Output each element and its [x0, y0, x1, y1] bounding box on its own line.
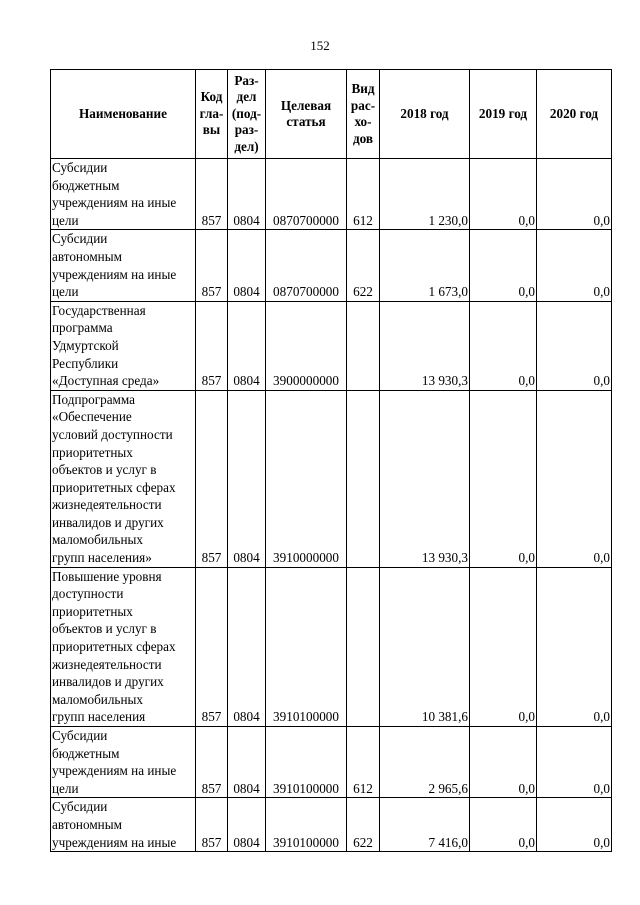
table-row [51, 159, 612, 230]
cell-2019: 0,0 [470, 390, 537, 567]
cell-name: Государственная программа Удмуртской Республики «Доступная среда» [51, 301, 196, 390]
cell-section: 0804 [228, 798, 266, 852]
cell-name: Субсидии автономным учреждениям на иные цели [51, 230, 196, 301]
header-name: Наименование [51, 70, 196, 159]
cell-2020: 0,0 [537, 301, 612, 390]
table-row [51, 567, 612, 726]
cell-2018: 13 930,3 [380, 301, 470, 390]
cell-2019: 0,0 [470, 230, 537, 301]
cell-2019: 0,0 [470, 727, 537, 798]
header-section: Раз- дел (под- раз- дел) [228, 70, 266, 159]
cell-chapter-code: 857 [196, 567, 228, 726]
cell-section: 0804 [228, 301, 266, 390]
table-row [51, 798, 612, 852]
table-row [51, 390, 612, 567]
page-number: 152 [310, 38, 330, 53]
cell-2018: 1 673,0 [380, 230, 470, 301]
cell-expense-type: 612 [347, 159, 380, 230]
table-header-row [51, 70, 612, 159]
cell-expense-type [347, 567, 380, 726]
cell-chapter-code: 857 [196, 727, 228, 798]
cell-2018: 1 230,0 [380, 159, 470, 230]
cell-name: Субсидии бюджетным учреждениям на иные цели [51, 159, 196, 230]
cell-name: Подпрограмма «Обеспечение условий доступности приоритетных объектов и услуг в приоритетных сферах жизнедеятельности инвалидов и других маломобильных групп населения» [51, 390, 196, 567]
cell-2020: 0,0 [537, 798, 612, 852]
cell-chapter-code: 857 [196, 798, 228, 852]
cell-chapter-code: 857 [196, 159, 228, 230]
cell-expense-type: 622 [347, 798, 380, 852]
cell-2020: 0,0 [537, 159, 612, 230]
header-chapter-code: Код гла- вы [196, 70, 228, 159]
cell-name: Субсидии бюджетным учреждениям на иные цели [51, 727, 196, 798]
cell-chapter-code: 857 [196, 230, 228, 301]
header-2018: 2018 год [380, 70, 470, 159]
cell-2019: 0,0 [470, 798, 537, 852]
cell-expense-type: 622 [347, 230, 380, 301]
cell-expense-type [347, 301, 380, 390]
header-target-article: Целевая статья [266, 70, 347, 159]
cell-2018: 10 381,6 [380, 567, 470, 726]
budget-table [50, 69, 612, 852]
cell-section: 0804 [228, 230, 266, 301]
cell-target-article: 3910000000 [266, 390, 347, 567]
cell-target-article: 3910100000 [266, 567, 347, 726]
header-expense-type: Вид рас- хо- дов [347, 70, 380, 159]
cell-name: Субсидии автономным учреждениям на иные [51, 798, 196, 852]
cell-section: 0804 [228, 159, 266, 230]
header-2019: 2019 год [470, 70, 537, 159]
cell-2020: 0,0 [537, 230, 612, 301]
cell-expense-type [347, 390, 380, 567]
cell-target-article: 3900000000 [266, 301, 347, 390]
cell-chapter-code: 857 [196, 390, 228, 567]
cell-target-article: 0870700000 [266, 159, 347, 230]
cell-target-article: 0870700000 [266, 230, 347, 301]
cell-2019: 0,0 [470, 301, 537, 390]
header-2020: 2020 год [537, 70, 612, 159]
cell-2019: 0,0 [470, 567, 537, 726]
cell-2019: 0,0 [470, 159, 537, 230]
cell-2018: 2 965,6 [380, 727, 470, 798]
cell-2018: 13 930,3 [380, 390, 470, 567]
cell-2020: 0,0 [537, 567, 612, 726]
table-row [51, 301, 612, 390]
cell-expense-type: 612 [347, 727, 380, 798]
cell-2020: 0,0 [537, 727, 612, 798]
table-row [51, 230, 612, 301]
cell-section: 0804 [228, 567, 266, 726]
cell-2018: 7 416,0 [380, 798, 470, 852]
cell-target-article: 3910100000 [266, 727, 347, 798]
cell-name: Повышение уровня доступности приоритетных объектов и услуг в приоритетных сферах жизнедеятельности инвалидов и других маломобильных групп населения [51, 567, 196, 726]
cell-section: 0804 [228, 390, 266, 567]
cell-2020: 0,0 [537, 390, 612, 567]
cell-chapter-code: 857 [196, 301, 228, 390]
table-row [51, 727, 612, 798]
cell-target-article: 3910100000 [266, 798, 347, 852]
cell-section: 0804 [228, 727, 266, 798]
